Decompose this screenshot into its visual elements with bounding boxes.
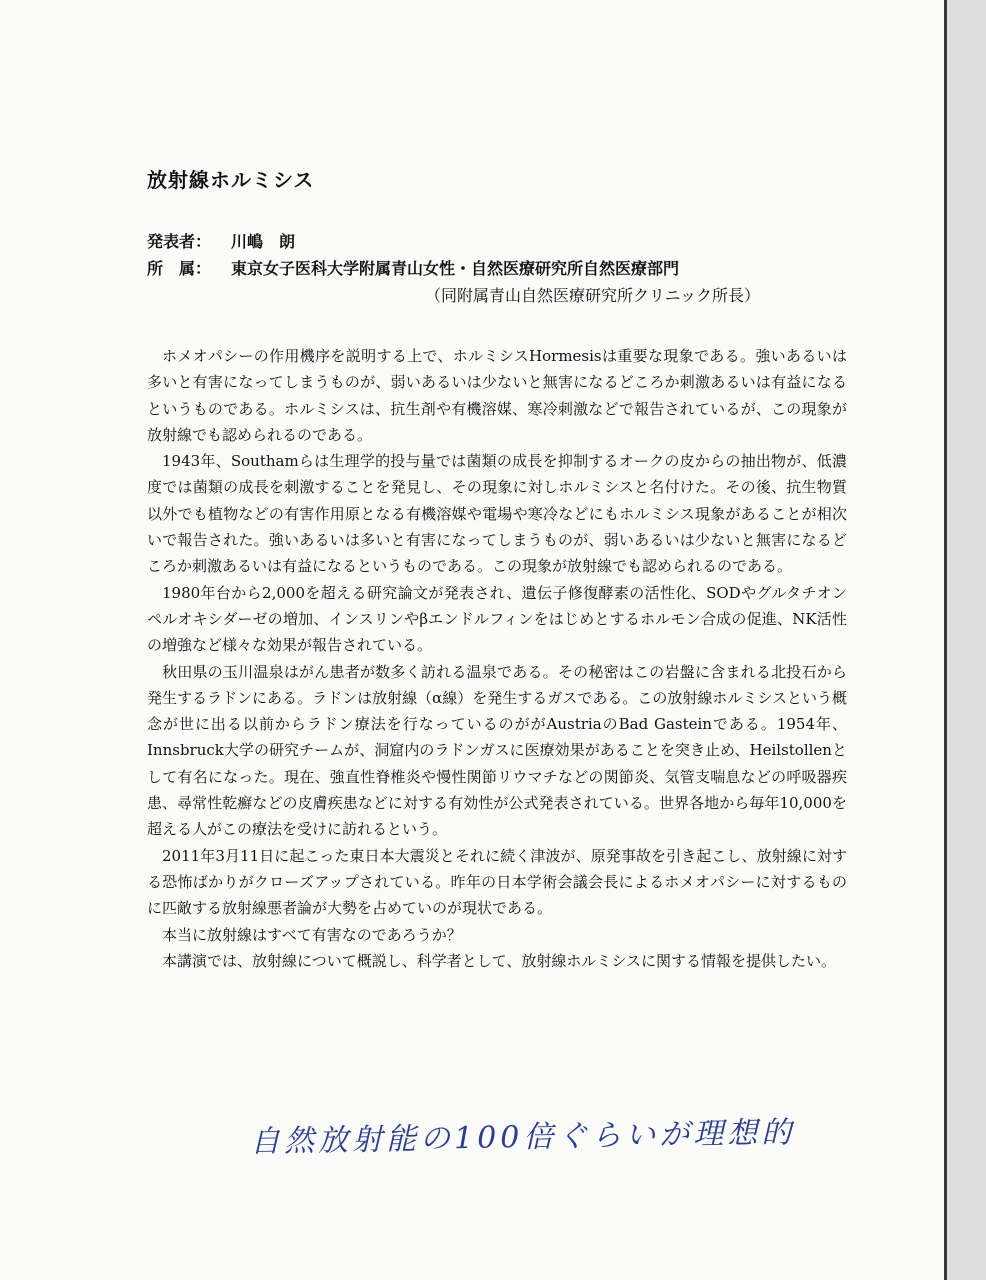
presenter-label: 発表者： [147, 232, 212, 251]
affiliation-value: 東京女子医科大学附属青山女性・自然医療研究所自然医療部門 [231, 259, 680, 278]
document-title: 放射線ホルミシス [147, 168, 315, 192]
affiliation-label: 所 属： [147, 259, 212, 278]
paragraph: 1943年、Southamらは生理学的投与量では菌類の成長を抑制するオークの皮からの抽出物が、低濃度では菌類の成長を刺激することを発見し、その現象に対しホルミシスと名付けた。その後、抗生物質以外でも植物などの有害作用原となる有機溶媒や電場や寒冷などにもホルミシス現象があることが相次いで報告された。強いあるいは多いと有害になってしまうものが、弱いあるいは少ないと無害になるどころか刺激あるいは有益になるというものである。この現象が放射線でも認められるのである。 [147, 452, 847, 576]
affiliation-line [147, 256, 679, 279]
underlying-page [947, 0, 986, 1280]
body-text [147, 343, 847, 974]
handwritten-note: 自然放射能の100倍ぐらいが理想的 [249, 1115, 796, 1160]
paragraph: 本当に放射線はすべて有害なのであろうか？ [162, 925, 462, 944]
affiliation-sub: （同附属青山自然医療研究所クリニック所長） [425, 286, 761, 305]
paragraph: 2011年3月11日に起こった東日本大震災とそれに続く津波が、原発事故を引き起こし、放射線に対する恐怖ばかりがクローズアップされている。昨年の日本学術会議会長によるホメオパシーに対するものに匹敵する放射線悪者論が大勢を占めていのが現状である。 [147, 846, 847, 918]
paragraph: 1980年台から2,000を超える研究論文が発表され、遺伝子修復酵素の活性化、SODやグルタチオンペルオキシダーゼの増加、インスリンやβエンドルフィンをはじめとするホルモン合成の促進、NK活性の増強など様々な効果が報告されている。 [147, 583, 847, 655]
presenter-name: 川嶋 朗 [231, 232, 296, 251]
paragraph: 秋田県の玉川温泉はがん患者が数多く訪れる温泉である。その秘密はこの岩盤に含まれる北投石から発生するラドンにある。ラドンは放射線（α線）を発生するガスである。この放射線ホルミシスという概念が世に出る以前からラドン療法を行なっているのががAustriaのBad Gasteinである。1954年、Innsbruck大学の研究チームが、洞窟内のラドンガスに医療効果があることを突き止め、Heilstollenとして有名になった。現在、強直性脊椎炎や慢性関節リウマチなどの関節炎、気管支喘息などの呼吸器疾患、尋常性乾癬などの皮膚疾患などに対する有効性が公式発表されている。世界各地から毎年10,000を超える人がこの療法を受けに訪れるという。 [147, 662, 847, 839]
paragraph: 本講演では、放射線について概説し、科学者として、放射線ホルミシスに関する情報を提供したい。 [162, 951, 836, 970]
presenter-line [147, 229, 295, 252]
paragraph: ホメオパシーの作用機序を説明する上で、ホルミシスHormesisは重要な現象である。強いあるいは多いと有害になってしまうものが、弱いあるいは少ないと無害になるどころか刺激あるいは有益になるというものである。ホルミシスは、抗生剤や有機溶媒、寒冷刺激などで報告されているが、この現象が放射線でも認められるのである。 [147, 347, 847, 444]
